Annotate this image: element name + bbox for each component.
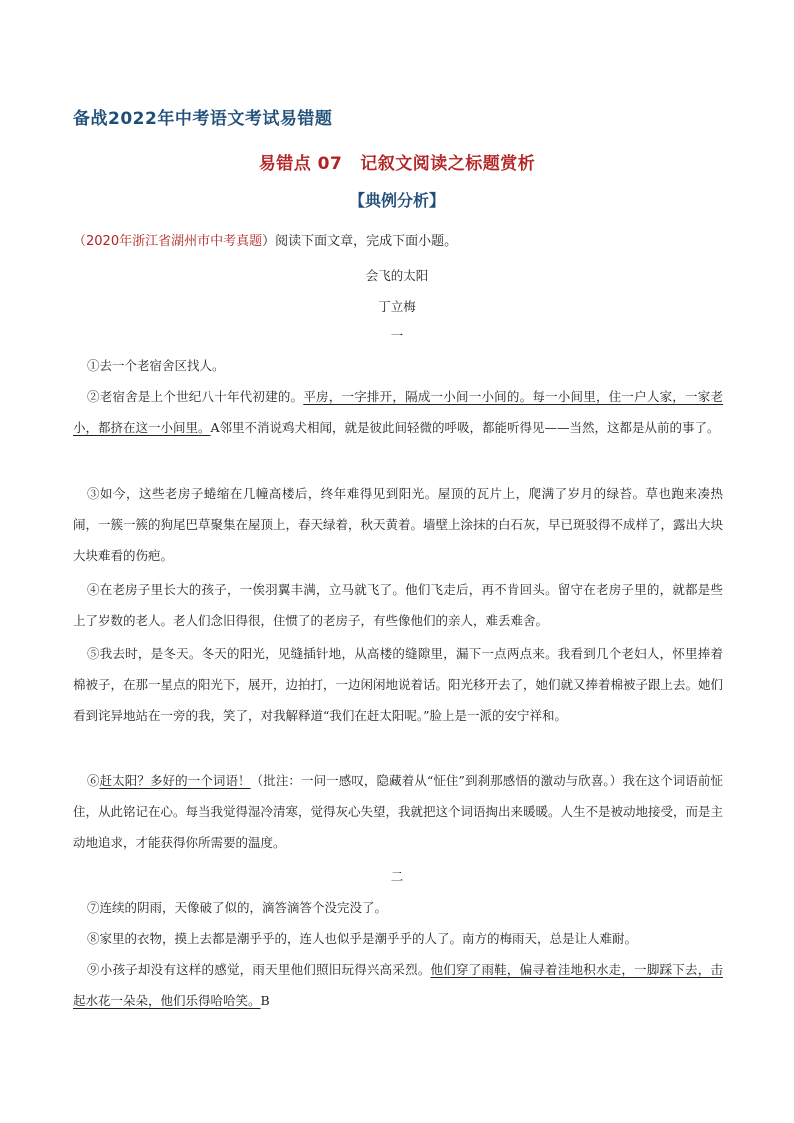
paragraph-9: ⑨小孩子却没有这样的感觉，雨天里他们照旧玩得兴高采烈。他们穿了雨鞋，偏寻着洼地积水走，一脚踩下去，击起水花一朵朵，他们乐得哈哈笑。B	[73, 962, 723, 1008]
part-marker-one: 一	[390, 328, 404, 343]
paragraph-6: ⑥赶太阳？多好的一个词语！（批注：一问一感叹，隐藏着从“怔住”到刹那感悟的激动与欣喜。）我在这个词语前怔住，从此铭记在心。每当我觉得湿冷清寒，觉得灰心失望，我就把这个词语掏出来暖暖。人生不是被动地接受，而是主动地追求，才能获得你所需要的温度。	[73, 773, 724, 850]
question-source: 2020年浙江省湖州市中考真题	[86, 234, 263, 249]
question-source-line: （2020年浙江省湖州市中考真题）阅读下面文章，完成下面小题。	[73, 234, 458, 249]
paragraph-4: ④在老房子里长大的孩子，一俟羽翼丰满，立马就飞了。他们飞走后，再不肯回头。留守在老房子里的，就都是些上了岁数的老人。老人们念旧得很，住惯了的老房子，有些像他们的亲人，难丢难舍。	[73, 582, 723, 628]
question-instruction: 阅读下面文章，完成下面小题。	[275, 234, 458, 249]
error-point-name: 记叙文阅读之标题赏析	[360, 154, 536, 174]
series-title: 备战2022年中考语文考试易错题	[73, 109, 333, 129]
underlined-phrase: 赶太阳？多好的一个词语！	[99, 773, 251, 788]
annotation-note: （批注：一问一感叹，隐藏着从“怔住”到刹那感悟的激动与欣喜。）	[250, 773, 623, 788]
article-author: 丁立梅	[378, 299, 416, 314]
underlined-sentence-b: 他们穿了雨鞋，偏寻着洼地积水走，一脚踩下去，击起水花一朵朵，他们乐得哈哈笑。	[73, 962, 723, 1008]
paragraph-8: ⑧家里的衣物，摸上去都是潮乎乎的，连人也似乎是潮乎乎的人了。南方的梅雨天，总是让人难耐。	[87, 931, 638, 946]
error-point-title	[0, 149, 794, 174]
paragraph-1: ①去一个老宿舍区找人。	[87, 358, 225, 373]
part-marker-two: 二	[390, 869, 404, 884]
error-point-code: 易错点 07	[258, 154, 343, 174]
section-heading: 【典例分析】	[348, 191, 445, 210]
paragraph-5: ⑤我去时，是冬天。冬天的阳光，见缝插针地，从高楼的缝隙里，漏下一点两点来。我看到几个老妇人，怀里捧着棉被子，在那一星点的阳光下，展开，边拍打，一边闲闲地说着话。阳光移开去了，她们就又捧着棉被子跟上去。她们看到诧异地站在一旁的我，笑了，对我解释道“我们在赶太阳呢。”脸上是一派的安宁祥和。	[73, 646, 724, 723]
paragraph-2: ②老宿舍是上个世纪八十年代初建的。平房，一字排开，隔成一小间一小间的。每一小间里，住一户人家，一家老小，都挤在这一小间里。A邻里不消说鸡犬相闻，就是彼此间轻微的呼吸，都能听得见——当然，这都是从前的事了。	[73, 389, 723, 435]
paragraph-3: ③如今，这些老房子蜷缩在几幢高楼后，终年难得见到阳光。屋顶的瓦片上，爬满了岁月的绿苔。草也跑来凑热闹，一簇一簇的狗尾巴草聚集在屋顶上，春天绿着，秋天黄着。墙壁上涂抹的白石灰，早已斑驳得不成样了，露出大块大块难看的伤疤。	[73, 486, 724, 563]
underlined-sentence-a: 平房，一字排开，隔成一小间一小间的。每一小间里，住一户人家，一家老小，都挤在这一小间里。	[73, 389, 723, 435]
article-title: 会飞的太阳	[365, 268, 429, 283]
paragraph-7: ⑦连续的阴雨，天像破了似的，滴答滴答个没完没了。	[87, 900, 388, 915]
